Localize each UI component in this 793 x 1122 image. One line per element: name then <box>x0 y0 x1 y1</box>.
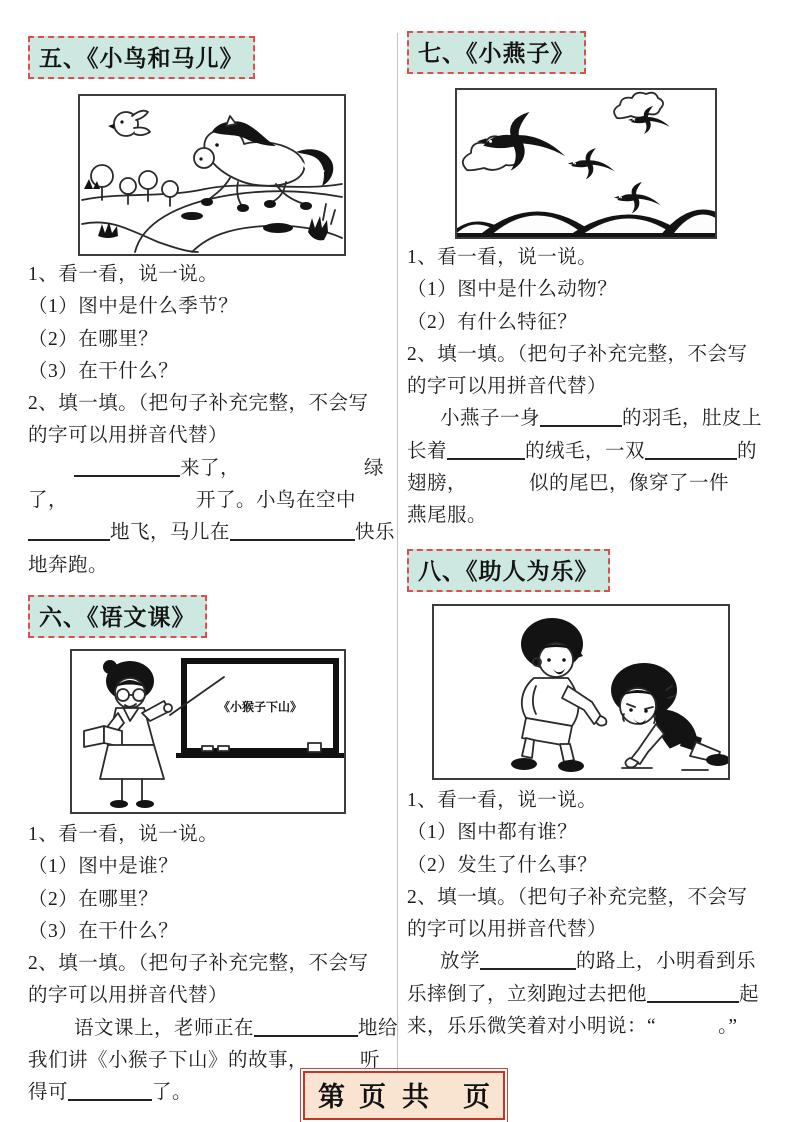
answer-blank <box>28 517 110 541</box>
section-helping-others <box>407 549 775 1043</box>
question-2-line2: 的字可以用拼音代替） <box>28 425 229 447</box>
teacher-blackboard-illustration <box>70 649 346 814</box>
section-title <box>28 36 255 79</box>
fill-text: 地飞，马儿在 <box>110 522 231 544</box>
fill-line: 燕尾服。 <box>407 505 488 527</box>
question-1: 1、看一看，说一说。 <box>407 247 598 268</box>
sub-question: （2）有什么特征？ <box>407 311 578 333</box>
question-2-line2: 的字可以用拼音代替） <box>407 376 608 398</box>
footer-text: 共 <box>402 1082 429 1112</box>
section-title <box>28 595 207 638</box>
answer-blank <box>68 1077 152 1101</box>
question-2-line2: 的字可以用拼音代替） <box>28 985 229 1007</box>
section-title-text: 五、《小鸟和马儿》 <box>39 46 244 71</box>
fill-text: 开了。小鸟在空中 <box>196 490 357 512</box>
answer-blank <box>480 946 576 970</box>
question-1: 1、看一看，说一说。 <box>28 824 219 845</box>
swallows-drawing <box>457 90 715 237</box>
fill-text: 听 <box>360 1050 381 1072</box>
helping-boys-drawing <box>434 606 728 778</box>
fill-line <box>28 517 396 549</box>
blank-gap <box>308 1065 360 1066</box>
sub-question: （1）图中是谁？ <box>28 856 179 878</box>
fill-text: 。” <box>718 1016 738 1038</box>
bird-and-horse-illustration <box>78 94 346 256</box>
fill-line <box>407 979 775 1011</box>
section-swallows <box>407 31 775 533</box>
answer-blank <box>447 436 525 460</box>
footer-text: 页 <box>359 1082 386 1112</box>
blank-gap <box>240 473 364 474</box>
fill-text: 的 <box>737 440 758 462</box>
sub-question: （3）在干什么？ <box>28 360 179 382</box>
indent <box>28 473 74 474</box>
sub-question: （2）在哪里？ <box>28 888 159 910</box>
blank-gap <box>656 1031 718 1032</box>
fill-text: 来，乐乐微笑着对小明说：“ <box>407 1016 657 1038</box>
sub-question: （1）图中是什么动物？ <box>407 279 618 301</box>
fill-text: 绿 <box>364 457 385 479</box>
fill-line: 地奔跑。 <box>28 554 109 576</box>
fill-text: 的绒毛，一双 <box>525 440 646 462</box>
sub-question: （2）在哪里？ <box>28 328 159 350</box>
section-title <box>407 31 586 74</box>
section-title <box>407 549 610 592</box>
fill-text: 得可 <box>28 1082 69 1104</box>
question-2-line1: 2、填一填。（把句子补充完整，不会写 <box>407 886 748 908</box>
fill-line <box>407 436 775 468</box>
section-bird-and-horse <box>28 36 396 582</box>
fill-text: 似的尾巴，像穿了一件 <box>529 473 730 495</box>
answer-blank <box>540 403 622 427</box>
blank-gap <box>467 488 529 489</box>
answer-blank <box>254 1013 358 1037</box>
column-divider <box>397 33 398 1071</box>
fill-line <box>407 403 775 435</box>
sub-question: （2）发生了什么事？ <box>407 854 598 876</box>
section-chinese-class <box>28 595 399 1110</box>
helping-boys-illustration <box>432 604 730 780</box>
fill-line <box>28 1013 399 1045</box>
blank-gap <box>68 505 196 506</box>
footer-text: 第 <box>318 1082 345 1112</box>
fill-text: 我们讲《小猴子下山》的故事， <box>28 1050 309 1072</box>
footer-text: 页 <box>463 1082 490 1112</box>
fill-text: 快乐 <box>355 522 396 544</box>
fill-line <box>407 1011 775 1043</box>
bird-and-horse-drawing <box>80 96 344 254</box>
fill-text: 的路上，小明看到乐 <box>576 951 757 973</box>
answer-blank <box>74 453 180 477</box>
indent <box>407 966 440 967</box>
fill-text: 语文课上，老师正在 <box>74 1017 255 1039</box>
fill-line <box>407 946 775 978</box>
fill-line <box>28 485 396 517</box>
indent <box>28 1033 74 1034</box>
question-2-line1: 2、填一填。（把句子补充完整，不会写 <box>407 343 748 365</box>
fill-text: 来了， <box>180 457 241 479</box>
section-title-text: 七、《小燕子》 <box>418 41 575 66</box>
swallows-illustration <box>455 88 717 239</box>
fill-text: 的羽毛，肚皮上 <box>622 408 763 430</box>
fill-line <box>407 468 775 500</box>
fill-text: 小燕子一身 <box>440 408 541 430</box>
question-2-line1: 2、填一填。（把句子补充完整，不会写 <box>28 393 369 415</box>
indent <box>407 423 440 424</box>
page-footer <box>303 1071 505 1120</box>
answer-blank <box>645 436 737 460</box>
fill-text: 起 <box>739 983 760 1005</box>
section-title-text: 八、《助人为乐》 <box>418 559 599 584</box>
sub-question: （3）在干什么？ <box>28 920 179 942</box>
answer-blank <box>647 979 739 1003</box>
fill-text: 乐摔倒了，立刻跑过去把他 <box>407 983 648 1005</box>
fill-text: 翅膀， <box>407 473 468 495</box>
sub-question: （1）图中是什么季节？ <box>28 296 239 318</box>
fill-line <box>28 453 396 485</box>
answer-blank <box>230 517 355 541</box>
blackboard-text: 《小猴子下山》 <box>217 700 303 714</box>
question-1: 1、看一看，说一说。 <box>407 790 598 811</box>
fill-text: 长着 <box>407 440 448 462</box>
fill-text: 了。 <box>152 1082 193 1104</box>
question-1: 1、看一看，说一说。 <box>28 264 219 285</box>
question-2-line2: 的字可以用拼音代替） <box>407 919 608 941</box>
fill-text: 了， <box>28 490 69 512</box>
teacher-blackboard-drawing <box>72 651 344 812</box>
fill-text: 放学 <box>440 951 481 973</box>
question-2-line1: 2、填一填。（把句子补充完整，不会写 <box>28 953 369 975</box>
section-title-text: 六、《语文课》 <box>39 605 196 630</box>
sub-question: （1）图中都有谁？ <box>407 822 578 844</box>
fill-text: 地给 <box>358 1017 399 1039</box>
